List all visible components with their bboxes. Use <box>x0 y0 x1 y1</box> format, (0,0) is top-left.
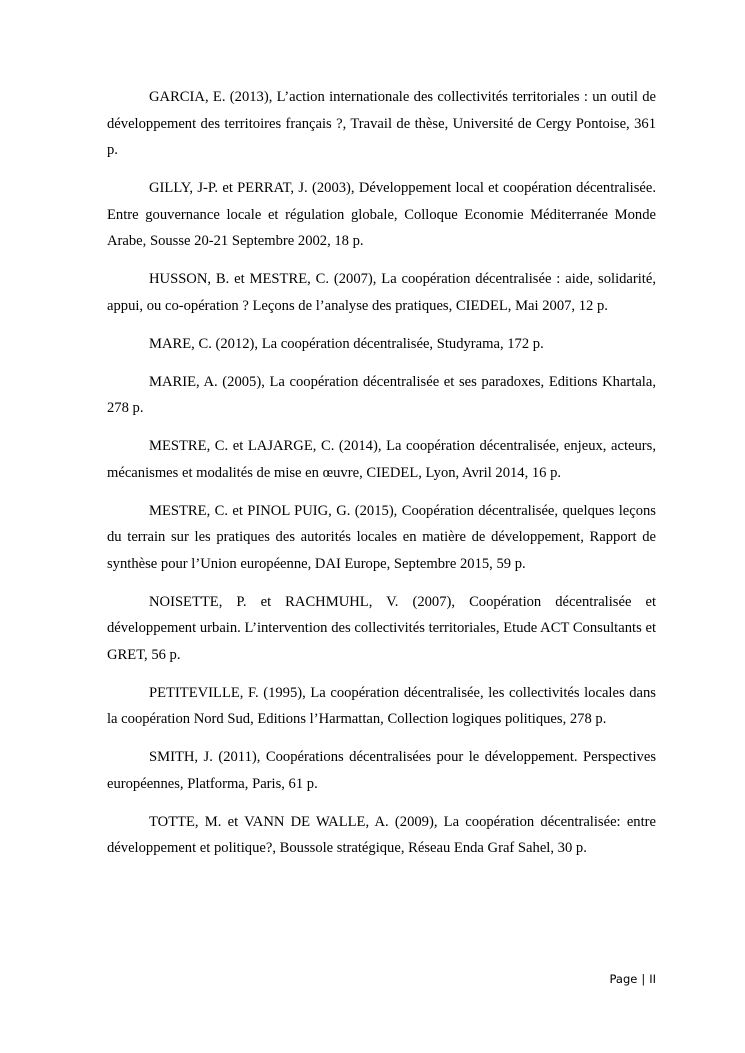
reference-entry-petiteville: PETITEVILLE, F. (1995), La coopération décentralisée, les collectivités locales dans la coopération Nord Sud, Editions l’Harmattan, Collection logiques politiques, 278 p. <box>107 684 656 727</box>
reference-entry-garcia: GARCIA, E. (2013), L’action internationale des collectivités territoriales : un outil de développement des territoires français ?, Travail de thèse, Université de Cergy Pontoise, 361 p. <box>107 89 656 158</box>
page-footer <box>609 972 656 986</box>
page-separator: | <box>641 972 646 986</box>
reference-entry-husson: HUSSON, B. et MESTRE, C. (2007), La coopération décentralisée : aide, solidarité, appui, ou co-opération ? Leçons de l’analyse des pratiques, CIEDEL, Mai 2007, 12 p. <box>107 271 656 314</box>
page-label: Page <box>609 972 638 986</box>
reference-entry-gilly: GILLY, J-P. et PERRAT, J. (2003), Développement local et coopération décentralisée. Entre gouvernance locale et régulation globale, Colloque Economie Méditerranée Monde Arabe, Sousse 20-21 Septembre 2002, 18 p. <box>107 180 656 249</box>
reference-entry-smith: SMITH, J. (2011), Coopérations décentralisées pour le développement. Perspectives européennes, Platforma, Paris, 61 p. <box>107 749 656 792</box>
reference-entry-mare: MARE, C. (2012), La coopération décentralisée, Studyrama, 172 p. <box>149 335 544 352</box>
reference-entry-noisette: NOISETTE, P. et RACHMUHL, V. (2007), Coopération décentralisée et développement urbain. L’intervention des collectivités territoriales, Etude ACT Consultants et GRET, 56 p. <box>107 593 656 663</box>
reference-entry-marie: MARIE, A. (2005), La coopération décentralisée et ses paradoxes, Editions Khartala, 278 p. <box>107 373 656 416</box>
reference-entry-mestre-lajarge: MESTRE, C. et LAJARGE, C. (2014), La coopération décentralisée, enjeux, acteurs, mécanismes et modalités de mise en œuvre, CIEDEL, Lyon, Avril 2014, 16 p. <box>107 438 656 481</box>
reference-entry-mestre-pinol: MESTRE, C. et PINOL PUIG, G. (2015), Coopération décentralisée, quelques leçons du terrain sur les pratiques des autorités locales en matière de développement, Rapport de synthèse pour l’Union européenne, DAI Europe, Septembre 2015, 59 p. <box>107 502 656 572</box>
reference-entry-totte: TOTTE, M. et VANN DE WALLE, A. (2009), La coopération décentralisée: entre développement et politique?, Boussole stratégique, Réseau Enda Graf Sahel, 30 p. <box>107 813 656 856</box>
page-number: II <box>649 972 656 986</box>
reference-list <box>107 84 656 873</box>
